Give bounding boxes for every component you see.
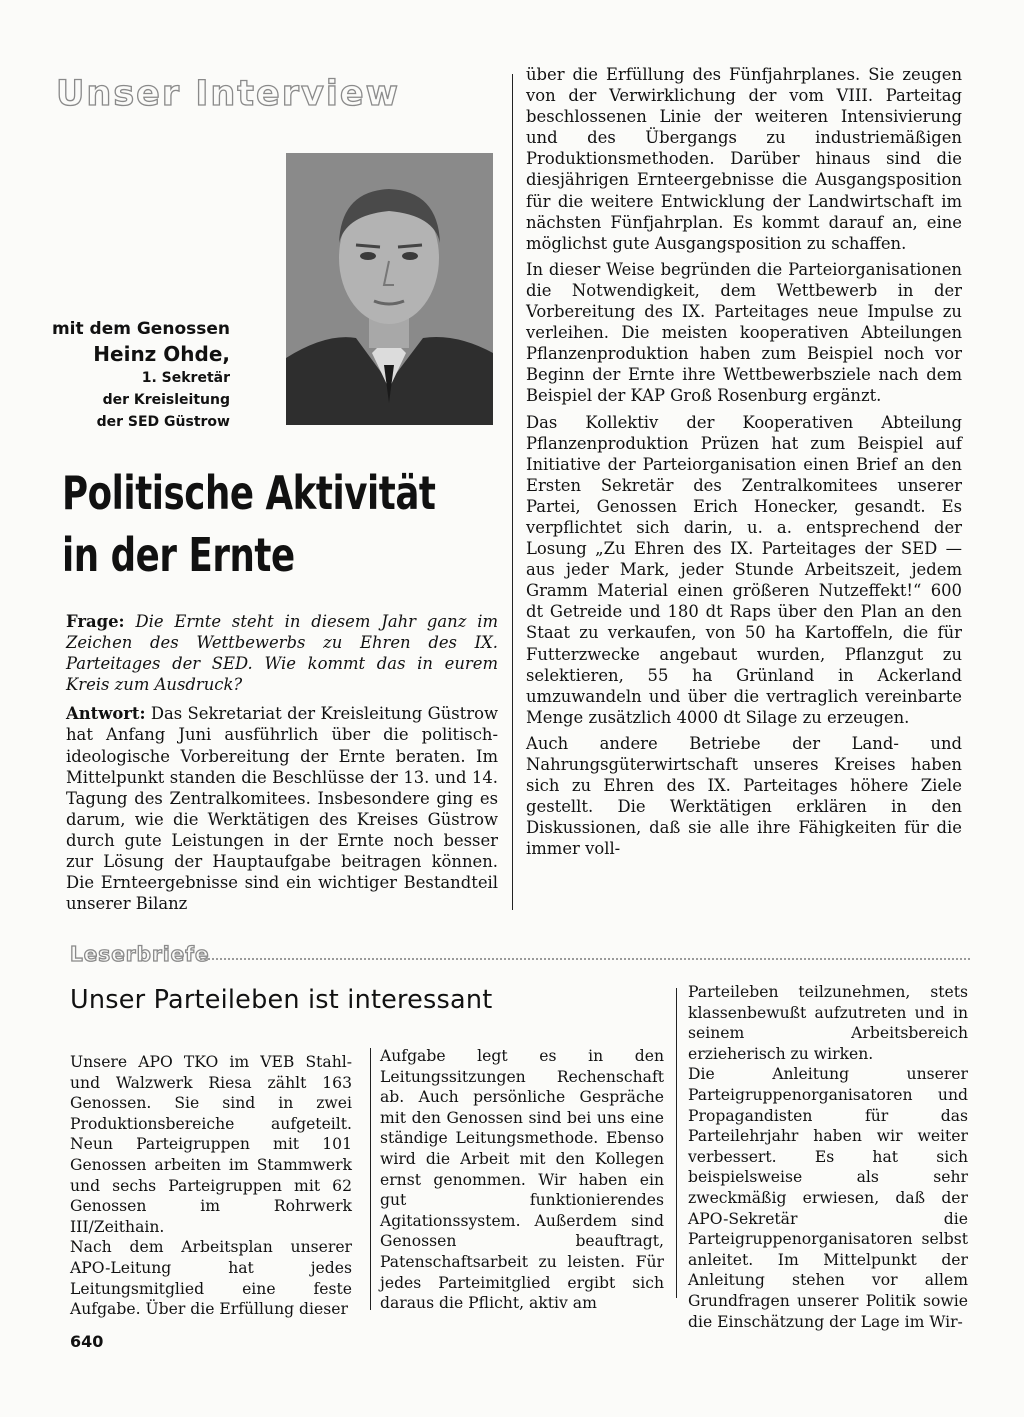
headline-line-1: Politische Aktivität <box>62 466 436 520</box>
interview-caption <box>52 318 230 433</box>
letters-column-divider-1 <box>370 1048 371 1310</box>
question-text: Die Ernte steht in diesem Jahr ganz im Zeichen des Wettbewerbs zu Ehren des IX. Parteitages der SED. Wie kommt das in eurem Kreis zum Ausdruck? <box>66 612 498 695</box>
letters-paragraph: Die Anleitung unserer Parteigruppenorganisatoren und Propagandisten für das Parteilehrjahr haben wir weiter verbessert. Es hat sich beispielsweise als sehr zweckmäßig erwiesen, daß der APO-Sekretär die Parteigruppenorganisatoren selbst anleitet. Im Mittelpunkt der Anleitung stehen vor allem Grundfragen unserer Politik sowie die Einschätzung der Lage im Wir- <box>688 1065 968 1331</box>
caption-line-3: 1. Sekretär <box>141 370 230 386</box>
caption-line-1: mit dem Genossen <box>51 319 230 339</box>
answer-label: Antwort: <box>66 704 146 724</box>
portrait-image <box>286 153 493 425</box>
interview-left-column <box>66 611 498 919</box>
letters-paragraph: Unsere APO TKO im VEB Stahl- und Walzwerk Riesa zählt 163 Genossen. Sie sind in zwei Produktionsbereiche aufgeteilt. Neun Parteigruppen mit 101 Genossen arbeiten im Stammwerk und sechs Parteigruppen mit 62 Genossen im Rohrwerk III/Zeithain. <box>70 1053 352 1236</box>
answer-paragraph <box>66 703 498 914</box>
right-paragraph: über die Erfüllung des Fünfjahrplanes. Sie zeugen von der Verwirklichung der vom VIII. Parteitag beschlossenen Linie der weiteren Intensivierung und des Übergangs zu industriemäßigen Produktionsmethoden. Darüber hinaus sind die diesjährigen Ernteergebnisse die Ausgangsposition für die weitere Entwicklung der Landwirtschaft im nächsten Fünfjahrplan. Es kommt darauf an, eine möglichst gute Ausgangsposition zu schaffen. <box>526 65 962 253</box>
question-label: Frage: <box>66 612 125 631</box>
caption-line-4: der Kreisleitung <box>102 392 230 408</box>
question-paragraph <box>66 611 498 695</box>
interview-right-column <box>526 64 962 864</box>
right-paragraph: Auch andere Betriebe der Land- und Nahrungsgüterwirtschaft unseres Kreises haben sich zu Ehren des IX. Parteitages höhere Ziele gestellt. Die Werktätigen erklären in den Diskussionen, daß sie alle ihre Fähigkeiten für die immer voll- <box>526 733 962 859</box>
caption-line-5: der SED Güstrow <box>96 414 230 430</box>
letters-paragraph: Parteileben teilzunehmen, stets klassenbewußt aufzutreten und in seinem Arbeitsbereich erzieherisch zu wirken. <box>688 983 968 1063</box>
headline-line-2: in der Ernte <box>62 528 295 582</box>
portrait-photo <box>286 153 493 425</box>
letters-section-header: Leserbriefe <box>70 942 210 966</box>
page-number: 640 <box>70 1332 104 1351</box>
letters-paragraph: Aufgabe legt es in den Leitungssitzungen Rechenschaft ab. Auch persönliche Gespräche mit den Genossen sind bei uns eine ständige Leitungsmethode. Ebenso wird die Arbeit mit den Kollegen ernst genommen. Wir haben ein gut funktionierendes Agitationssystem. Außerdem sind Genossen beauftragt, Patenschaftsarbeit zu leisten. Für jedes Parteimitglied ergibt sich daraus die Pflicht, aktiv am <box>380 1047 664 1313</box>
column-divider <box>512 74 513 910</box>
letters-title: Unser Parteileben ist interessant <box>70 985 493 1015</box>
letters-paragraph: Nach dem Arbeitsplan unserer APO-Leitung hat jedes Leitungsmitglied eine feste Aufgabe. Über die Erfüllung dieser <box>70 1238 352 1319</box>
right-paragraph: Das Kollektiv der Kooperativen Abteilung Pflanzenproduktion Prüzen hat zum Beispiel auf Initiative der Parteiorganisation einen Brief an den Ersten Sekretär des Zentralkomitees unserer Partei, Genossen Erich Honecker, gesandt. Es verpflichtet sich darin, u. a. entsprechend der Losung „Zu Ehren des IX. Parteitages der SED — aus jeder Mark, jeder Stunde Arbeitszeit, jedem Gramm Material einen größeren Nutzeffekt!“ 600 dt Getreide und 180 dt Raps über den Plan an den Staat zu verkaufen, von 50 ha Kartoffeln, die für Futterzwecke angebaut wurden, Pflanzgut zu selektieren, 55 ha Grünland in Ackerland umzuwandeln und über die vertraglich vereinbarte Menge zusätzlich 4000 dt Silage zu erzeugen. <box>526 412 962 727</box>
article-headline <box>62 462 449 586</box>
letters-column-2 <box>380 1046 664 1314</box>
caption-name: Heinz Ohde, <box>93 342 230 366</box>
right-paragraph: In dieser Weise begründen die Parteiorganisationen die Notwendigkeit, dem Wettbewerb in der Vorbereitung des IX. Parteitages neue Impulse zu verleihen. Die meisten kooperativen Abteilungen Pflanzenproduktion haben zum Beispiel noch vor Beginn der Ernte ihre Wettbewerbsziele nach dem Beispiel der KAP Groß Rosenburg ergänzt. <box>526 259 962 406</box>
letters-column-3 <box>688 982 968 1332</box>
letters-column-1 <box>70 1052 352 1320</box>
letters-column-divider-2 <box>676 988 677 1298</box>
section-divider-line <box>200 958 970 960</box>
answer-text: Das Sekretariat der Kreisleitung Güstrow hat Anfang Juni ausführlich über die politisch-ideologische Vorbereitung der Ernte beraten. Im Mittelpunkt standen die Beschlüsse der 13. und 14. Tagung des Zentralkomitees. Insbesondere ging es darum, wie die Werktätigen des Kreises Güstrow durch gute Leistungen in der Ernte noch besser zur Lösung der Hauptaufgabe beitragen können. Die Ernteergebnisse sind ein wichtiger Bestandteil unserer Bilanz <box>66 704 498 914</box>
section-header: Unser Interview <box>56 74 400 114</box>
